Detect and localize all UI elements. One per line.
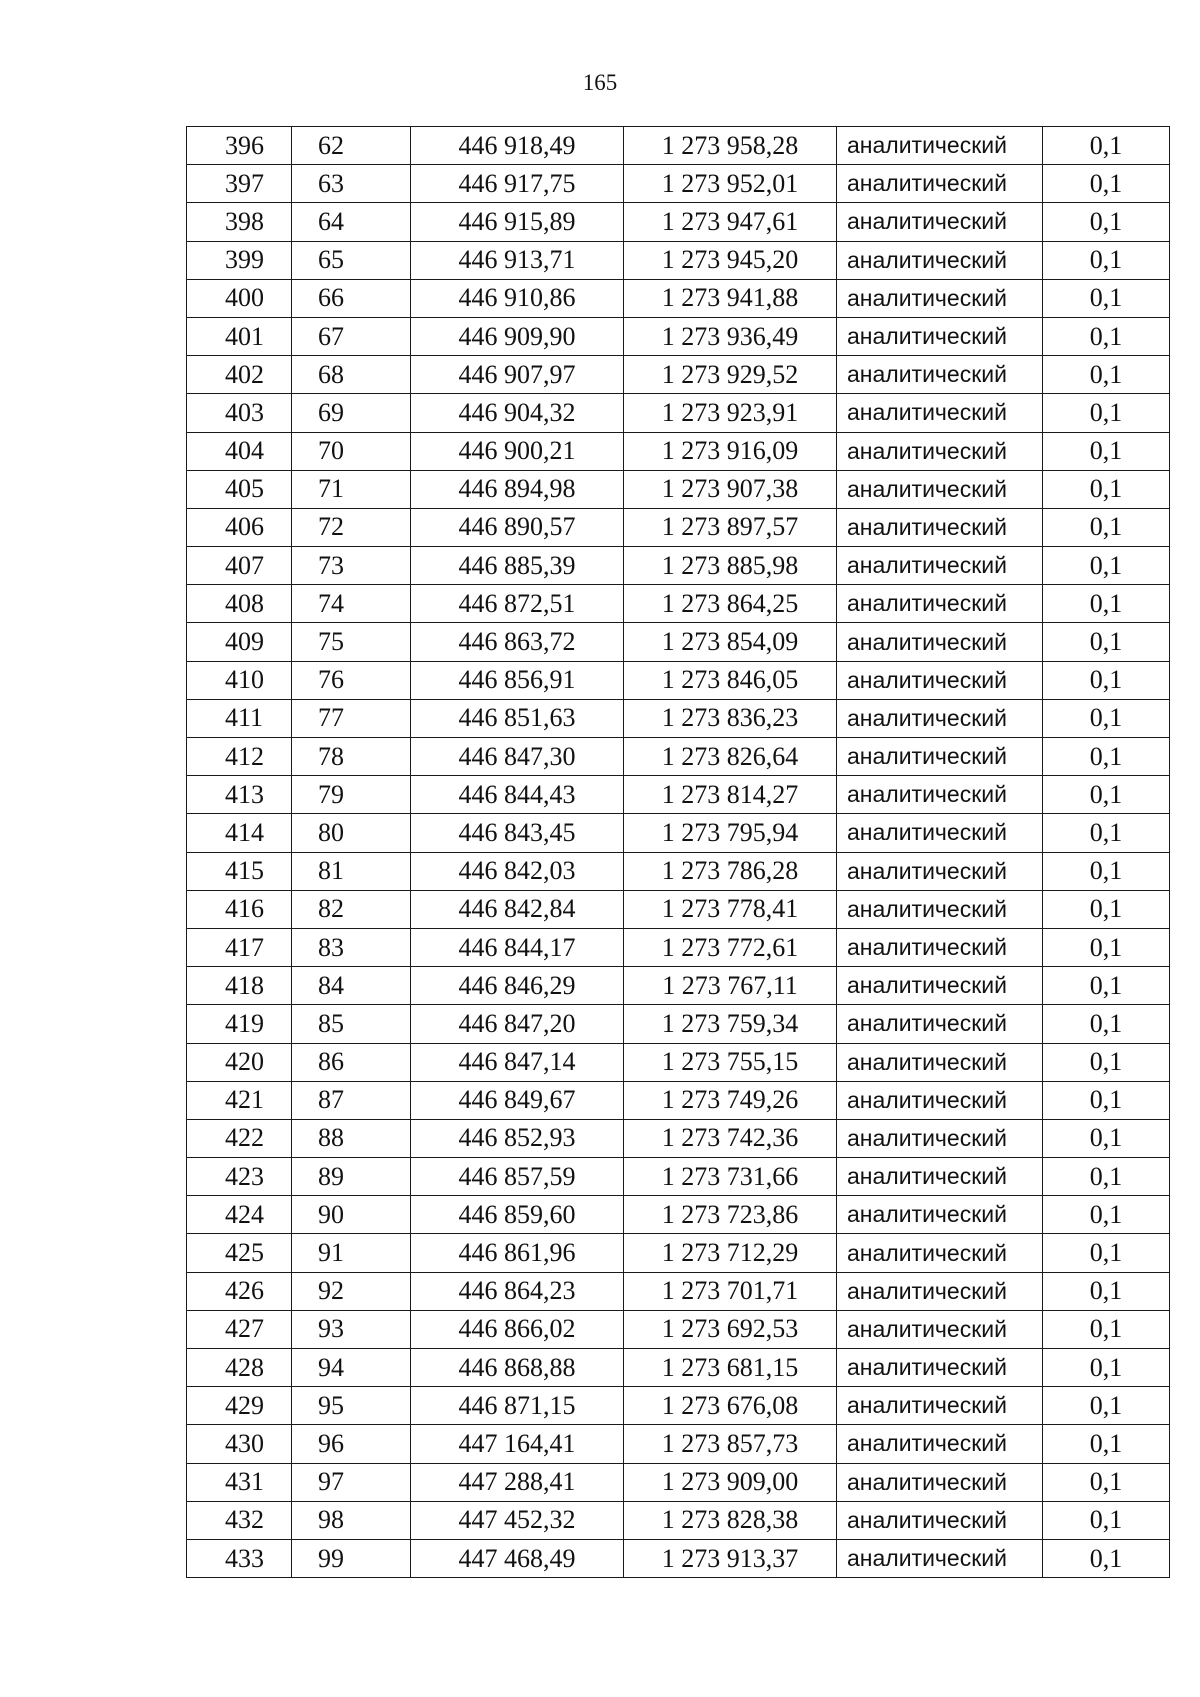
accuracy-cell: 0,1: [1043, 203, 1170, 241]
method-cell: аналитический: [837, 1081, 1043, 1119]
y-coordinate-cell: 1 273 958,28: [624, 127, 837, 165]
x-coordinate-cell: 446 894,98: [411, 470, 624, 508]
x-coordinate-cell: 447 288,41: [411, 1463, 624, 1501]
accuracy-cell: 0,1: [1043, 1272, 1170, 1310]
y-coordinate-cell: 1 273 909,00: [624, 1463, 837, 1501]
table-row: [187, 738, 1170, 776]
table-row: [187, 1119, 1170, 1157]
row-number-cell: 414: [187, 814, 292, 852]
accuracy-cell: 0,1: [1043, 967, 1170, 1005]
accuracy-cell: 0,1: [1043, 890, 1170, 928]
y-coordinate-cell: 1 273 826,64: [624, 738, 837, 776]
y-coordinate-cell: 1 273 854,09: [624, 623, 837, 661]
x-coordinate-cell: 446 849,67: [411, 1081, 624, 1119]
table-row: [187, 394, 1170, 432]
method-cell: аналитический: [837, 852, 1043, 890]
x-coordinate-cell: 446 846,29: [411, 967, 624, 1005]
accuracy-cell: 0,1: [1043, 699, 1170, 737]
x-coordinate-cell: 446 913,71: [411, 241, 624, 279]
table-row: [187, 1463, 1170, 1501]
row-number-cell: 417: [187, 928, 292, 966]
row-number-cell: 402: [187, 356, 292, 394]
row-number-cell: 415: [187, 852, 292, 890]
accuracy-cell: 0,1: [1043, 508, 1170, 546]
y-coordinate-cell: 1 273 767,11: [624, 967, 837, 1005]
point-number-cell: 66: [292, 279, 411, 317]
y-coordinate-cell: 1 273 676,08: [624, 1387, 837, 1425]
accuracy-cell: 0,1: [1043, 1349, 1170, 1387]
table-body: [187, 127, 1170, 1578]
row-number-cell: 400: [187, 279, 292, 317]
method-cell: аналитический: [837, 1349, 1043, 1387]
method-cell: аналитический: [837, 1119, 1043, 1157]
table-row: [187, 1349, 1170, 1387]
point-number-cell: 73: [292, 547, 411, 585]
table-row: [187, 623, 1170, 661]
x-coordinate-cell: 446 842,84: [411, 890, 624, 928]
x-coordinate-cell: 446 910,86: [411, 279, 624, 317]
x-coordinate-cell: 446 847,30: [411, 738, 624, 776]
point-number-cell: 65: [292, 241, 411, 279]
table-row: [187, 1310, 1170, 1348]
x-coordinate-cell: 446 890,57: [411, 508, 624, 546]
point-number-cell: 97: [292, 1463, 411, 1501]
y-coordinate-cell: 1 273 929,52: [624, 356, 837, 394]
point-number-cell: 86: [292, 1043, 411, 1081]
method-cell: аналитический: [837, 699, 1043, 737]
method-cell: аналитический: [837, 508, 1043, 546]
method-cell: аналитический: [837, 394, 1043, 432]
accuracy-cell: 0,1: [1043, 1234, 1170, 1272]
method-cell: аналитический: [837, 661, 1043, 699]
y-coordinate-cell: 1 273 755,15: [624, 1043, 837, 1081]
x-coordinate-cell: 446 852,93: [411, 1119, 624, 1157]
row-number-cell: 407: [187, 547, 292, 585]
row-number-cell: 397: [187, 165, 292, 203]
row-number-cell: 399: [187, 241, 292, 279]
table-row: [187, 1387, 1170, 1425]
y-coordinate-cell: 1 273 795,94: [624, 814, 837, 852]
method-cell: аналитический: [837, 432, 1043, 470]
table-row: [187, 1081, 1170, 1119]
table-row: [187, 1043, 1170, 1081]
method-cell: аналитический: [837, 127, 1043, 165]
table-row: [187, 776, 1170, 814]
method-cell: аналитический: [837, 470, 1043, 508]
point-number-cell: 79: [292, 776, 411, 814]
row-number-cell: 421: [187, 1081, 292, 1119]
x-coordinate-cell: 446 847,20: [411, 1005, 624, 1043]
accuracy-cell: 0,1: [1043, 470, 1170, 508]
accuracy-cell: 0,1: [1043, 1043, 1170, 1081]
accuracy-cell: 0,1: [1043, 1081, 1170, 1119]
accuracy-cell: 0,1: [1043, 852, 1170, 890]
table-row: [187, 1501, 1170, 1539]
row-number-cell: 420: [187, 1043, 292, 1081]
table-row: [187, 928, 1170, 966]
table-row: [187, 1158, 1170, 1196]
table-row: [187, 165, 1170, 203]
method-cell: аналитический: [837, 356, 1043, 394]
point-number-cell: 62: [292, 127, 411, 165]
y-coordinate-cell: 1 273 952,01: [624, 165, 837, 203]
row-number-cell: 424: [187, 1196, 292, 1234]
accuracy-cell: 0,1: [1043, 165, 1170, 203]
y-coordinate-cell: 1 273 864,25: [624, 585, 837, 623]
table-row: [187, 967, 1170, 1005]
accuracy-cell: 0,1: [1043, 1501, 1170, 1539]
method-cell: аналитический: [837, 967, 1043, 1005]
row-number-cell: 418: [187, 967, 292, 1005]
y-coordinate-cell: 1 273 742,36: [624, 1119, 837, 1157]
y-coordinate-cell: 1 273 947,61: [624, 203, 837, 241]
point-number-cell: 81: [292, 852, 411, 890]
accuracy-cell: 0,1: [1043, 928, 1170, 966]
table-row: [187, 814, 1170, 852]
y-coordinate-cell: 1 273 828,38: [624, 1501, 837, 1539]
point-number-cell: 75: [292, 623, 411, 661]
y-coordinate-cell: 1 273 786,28: [624, 852, 837, 890]
accuracy-cell: 0,1: [1043, 1119, 1170, 1157]
point-number-cell: 67: [292, 317, 411, 355]
row-number-cell: 433: [187, 1539, 292, 1577]
y-coordinate-cell: 1 273 778,41: [624, 890, 837, 928]
x-coordinate-cell: 446 917,75: [411, 165, 624, 203]
table-row: [187, 1005, 1170, 1043]
x-coordinate-cell: 446 915,89: [411, 203, 624, 241]
point-number-cell: 88: [292, 1119, 411, 1157]
y-coordinate-cell: 1 273 692,53: [624, 1310, 837, 1348]
method-cell: аналитический: [837, 623, 1043, 661]
y-coordinate-cell: 1 273 936,49: [624, 317, 837, 355]
x-coordinate-cell: 447 468,49: [411, 1539, 624, 1577]
method-cell: аналитический: [837, 738, 1043, 776]
point-number-cell: 83: [292, 928, 411, 966]
y-coordinate-cell: 1 273 916,09: [624, 432, 837, 470]
point-number-cell: 84: [292, 967, 411, 1005]
x-coordinate-cell: 446 842,03: [411, 852, 624, 890]
point-number-cell: 68: [292, 356, 411, 394]
x-coordinate-cell: 446 844,43: [411, 776, 624, 814]
row-number-cell: 406: [187, 508, 292, 546]
method-cell: аналитический: [837, 1387, 1043, 1425]
x-coordinate-cell: 446 859,60: [411, 1196, 624, 1234]
point-number-cell: 85: [292, 1005, 411, 1043]
row-number-cell: 405: [187, 470, 292, 508]
point-number-cell: 91: [292, 1234, 411, 1272]
y-coordinate-cell: 1 273 836,23: [624, 699, 837, 737]
row-number-cell: 416: [187, 890, 292, 928]
accuracy-cell: 0,1: [1043, 1196, 1170, 1234]
method-cell: аналитический: [837, 814, 1043, 852]
x-coordinate-cell: 446 861,96: [411, 1234, 624, 1272]
method-cell: аналитический: [837, 928, 1043, 966]
table-row: [187, 1272, 1170, 1310]
table-row: [187, 1196, 1170, 1234]
method-cell: аналитический: [837, 585, 1043, 623]
accuracy-cell: 0,1: [1043, 1425, 1170, 1463]
method-cell: аналитический: [837, 1234, 1043, 1272]
point-number-cell: 71: [292, 470, 411, 508]
method-cell: аналитический: [837, 1463, 1043, 1501]
row-number-cell: 426: [187, 1272, 292, 1310]
table-row: [187, 432, 1170, 470]
accuracy-cell: 0,1: [1043, 1539, 1170, 1577]
x-coordinate-cell: 446 909,90: [411, 317, 624, 355]
accuracy-cell: 0,1: [1043, 661, 1170, 699]
point-number-cell: 92: [292, 1272, 411, 1310]
accuracy-cell: 0,1: [1043, 1387, 1170, 1425]
y-coordinate-cell: 1 273 731,66: [624, 1158, 837, 1196]
table-row: [187, 890, 1170, 928]
y-coordinate-cell: 1 273 749,26: [624, 1081, 837, 1119]
point-number-cell: 96: [292, 1425, 411, 1463]
coordinates-table-wrapper: [186, 126, 1169, 1578]
row-number-cell: 428: [187, 1349, 292, 1387]
table-row: [187, 203, 1170, 241]
point-number-cell: 76: [292, 661, 411, 699]
y-coordinate-cell: 1 273 681,15: [624, 1349, 837, 1387]
y-coordinate-cell: 1 273 945,20: [624, 241, 837, 279]
point-number-cell: 95: [292, 1387, 411, 1425]
accuracy-cell: 0,1: [1043, 814, 1170, 852]
point-number-cell: 94: [292, 1349, 411, 1387]
table-row: [187, 1539, 1170, 1577]
table-row: [187, 852, 1170, 890]
y-coordinate-cell: 1 273 897,57: [624, 508, 837, 546]
point-number-cell: 90: [292, 1196, 411, 1234]
table-row: [187, 585, 1170, 623]
y-coordinate-cell: 1 273 772,61: [624, 928, 837, 966]
table-row: [187, 317, 1170, 355]
x-coordinate-cell: 446 863,72: [411, 623, 624, 661]
point-number-cell: 72: [292, 508, 411, 546]
accuracy-cell: 0,1: [1043, 279, 1170, 317]
accuracy-cell: 0,1: [1043, 623, 1170, 661]
y-coordinate-cell: 1 273 814,27: [624, 776, 837, 814]
y-coordinate-cell: 1 273 857,73: [624, 1425, 837, 1463]
accuracy-cell: 0,1: [1043, 738, 1170, 776]
row-number-cell: 403: [187, 394, 292, 432]
y-coordinate-cell: 1 273 913,37: [624, 1539, 837, 1577]
method-cell: аналитический: [837, 1539, 1043, 1577]
method-cell: аналитический: [837, 776, 1043, 814]
table-row: [187, 356, 1170, 394]
row-number-cell: 411: [187, 699, 292, 737]
table-row: [187, 470, 1170, 508]
x-coordinate-cell: 446 856,91: [411, 661, 624, 699]
x-coordinate-cell: 446 918,49: [411, 127, 624, 165]
accuracy-cell: 0,1: [1043, 547, 1170, 585]
accuracy-cell: 0,1: [1043, 127, 1170, 165]
row-number-cell: 430: [187, 1425, 292, 1463]
x-coordinate-cell: 446 866,02: [411, 1310, 624, 1348]
method-cell: аналитический: [837, 1501, 1043, 1539]
page-number: 165: [582, 70, 618, 95]
y-coordinate-cell: 1 273 923,91: [624, 394, 837, 432]
table-row: [187, 241, 1170, 279]
x-coordinate-cell: 446 871,15: [411, 1387, 624, 1425]
method-cell: аналитический: [837, 203, 1043, 241]
x-coordinate-cell: 446 847,14: [411, 1043, 624, 1081]
method-cell: аналитический: [837, 1272, 1043, 1310]
point-number-cell: 93: [292, 1310, 411, 1348]
row-number-cell: 412: [187, 738, 292, 776]
y-coordinate-cell: 1 273 907,38: [624, 470, 837, 508]
method-cell: аналитический: [837, 1043, 1043, 1081]
row-number-cell: 427: [187, 1310, 292, 1348]
method-cell: аналитический: [837, 1425, 1043, 1463]
accuracy-cell: 0,1: [1043, 776, 1170, 814]
row-number-cell: 429: [187, 1387, 292, 1425]
accuracy-cell: 0,1: [1043, 1158, 1170, 1196]
coordinates-table: [186, 126, 1170, 1578]
method-cell: аналитический: [837, 890, 1043, 928]
point-number-cell: 77: [292, 699, 411, 737]
table-row: [187, 127, 1170, 165]
x-coordinate-cell: 447 164,41: [411, 1425, 624, 1463]
accuracy-cell: 0,1: [1043, 241, 1170, 279]
x-coordinate-cell: 446 864,23: [411, 1272, 624, 1310]
accuracy-cell: 0,1: [1043, 1463, 1170, 1501]
accuracy-cell: 0,1: [1043, 1005, 1170, 1043]
row-number-cell: 431: [187, 1463, 292, 1501]
row-number-cell: 398: [187, 203, 292, 241]
table-row: [187, 661, 1170, 699]
row-number-cell: 408: [187, 585, 292, 623]
point-number-cell: 78: [292, 738, 411, 776]
row-number-cell: 401: [187, 317, 292, 355]
x-coordinate-cell: 446 904,32: [411, 394, 624, 432]
method-cell: аналитический: [837, 279, 1043, 317]
row-number-cell: 425: [187, 1234, 292, 1272]
x-coordinate-cell: 446 857,59: [411, 1158, 624, 1196]
method-cell: аналитический: [837, 547, 1043, 585]
row-number-cell: 410: [187, 661, 292, 699]
x-coordinate-cell: 446 885,39: [411, 547, 624, 585]
point-number-cell: 80: [292, 814, 411, 852]
y-coordinate-cell: 1 273 701,71: [624, 1272, 837, 1310]
table-row: [187, 1425, 1170, 1463]
point-number-cell: 99: [292, 1539, 411, 1577]
y-coordinate-cell: 1 273 723,86: [624, 1196, 837, 1234]
y-coordinate-cell: 1 273 846,05: [624, 661, 837, 699]
row-number-cell: 423: [187, 1158, 292, 1196]
x-coordinate-cell: 447 452,32: [411, 1501, 624, 1539]
y-coordinate-cell: 1 273 759,34: [624, 1005, 837, 1043]
row-number-cell: 419: [187, 1005, 292, 1043]
y-coordinate-cell: 1 273 885,98: [624, 547, 837, 585]
table-row: [187, 1234, 1170, 1272]
x-coordinate-cell: 446 851,63: [411, 699, 624, 737]
method-cell: аналитический: [837, 1005, 1043, 1043]
point-number-cell: 69: [292, 394, 411, 432]
point-number-cell: 87: [292, 1081, 411, 1119]
y-coordinate-cell: 1 273 941,88: [624, 279, 837, 317]
row-number-cell: 409: [187, 623, 292, 661]
accuracy-cell: 0,1: [1043, 1310, 1170, 1348]
point-number-cell: 64: [292, 203, 411, 241]
accuracy-cell: 0,1: [1043, 432, 1170, 470]
point-number-cell: 63: [292, 165, 411, 203]
method-cell: аналитический: [837, 241, 1043, 279]
method-cell: аналитический: [837, 317, 1043, 355]
point-number-cell: 70: [292, 432, 411, 470]
row-number-cell: 422: [187, 1119, 292, 1157]
x-coordinate-cell: 446 872,51: [411, 585, 624, 623]
point-number-cell: 98: [292, 1501, 411, 1539]
table-row: [187, 279, 1170, 317]
table-row: [187, 508, 1170, 546]
point-number-cell: 74: [292, 585, 411, 623]
accuracy-cell: 0,1: [1043, 394, 1170, 432]
accuracy-cell: 0,1: [1043, 585, 1170, 623]
point-number-cell: 89: [292, 1158, 411, 1196]
row-number-cell: 396: [187, 127, 292, 165]
point-number-cell: 82: [292, 890, 411, 928]
table-row: [187, 699, 1170, 737]
row-number-cell: 413: [187, 776, 292, 814]
method-cell: аналитический: [837, 1196, 1043, 1234]
method-cell: аналитический: [837, 165, 1043, 203]
y-coordinate-cell: 1 273 712,29: [624, 1234, 837, 1272]
table-row: [187, 547, 1170, 585]
x-coordinate-cell: 446 843,45: [411, 814, 624, 852]
x-coordinate-cell: 446 844,17: [411, 928, 624, 966]
x-coordinate-cell: 446 868,88: [411, 1349, 624, 1387]
accuracy-cell: 0,1: [1043, 317, 1170, 355]
row-number-cell: 404: [187, 432, 292, 470]
method-cell: аналитический: [837, 1158, 1043, 1196]
method-cell: аналитический: [837, 1310, 1043, 1348]
row-number-cell: 432: [187, 1501, 292, 1539]
x-coordinate-cell: 446 900,21: [411, 432, 624, 470]
x-coordinate-cell: 446 907,97: [411, 356, 624, 394]
accuracy-cell: 0,1: [1043, 356, 1170, 394]
